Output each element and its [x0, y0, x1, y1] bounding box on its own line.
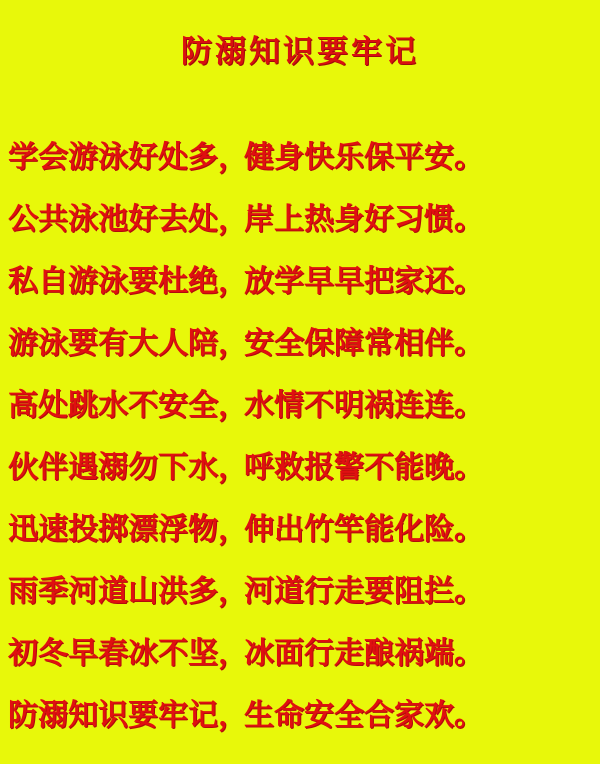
- verse-clause-second: 生命安全合家欢: [244, 698, 454, 733]
- verse-line: [8, 499, 592, 561]
- verse-clause-first: 游泳要有大人陪: [8, 326, 218, 361]
- verse-line: [8, 313, 592, 375]
- comma-mark: ，: [218, 140, 248, 175]
- period-mark: 。: [454, 574, 484, 609]
- verse-clause-first: 雨季河道山洪多: [8, 574, 218, 609]
- verse-line: [8, 561, 592, 623]
- verse-clause-second: 冰面行走酿祸端: [244, 636, 454, 671]
- verse-clause-second: 伸出竹竿能化险: [244, 512, 454, 547]
- verse-line: [8, 375, 592, 437]
- verse-clause-first: 迅速投掷漂浮物: [8, 512, 218, 547]
- comma-mark: ，: [218, 202, 248, 237]
- verse-line: [8, 437, 592, 499]
- verse-line: [8, 623, 592, 685]
- comma-mark: ，: [218, 698, 248, 733]
- comma-mark: ，: [218, 450, 248, 485]
- verse-clause-second: 安全保障常相伴: [244, 326, 454, 361]
- verse-line: [8, 189, 592, 251]
- verse-clause-first: 初冬早春冰不坚: [8, 636, 218, 671]
- verse-line: [8, 685, 592, 747]
- comma-mark: ，: [218, 512, 248, 547]
- page-title: 防溺知识要牢记: [181, 34, 419, 70]
- period-mark: 。: [454, 698, 484, 733]
- period-mark: 。: [454, 450, 484, 485]
- verse-clause-first: 公共泳池好去处: [8, 202, 218, 237]
- comma-mark: ，: [218, 388, 248, 423]
- verse-clause-second: 河道行走要阻拦: [244, 574, 454, 609]
- verse-clause-first: 伙伴遇溺勿下水: [8, 450, 218, 485]
- period-mark: 。: [454, 326, 484, 361]
- period-mark: 。: [454, 636, 484, 671]
- verse-clause-second: 放学早早把家还: [244, 264, 454, 299]
- verse-line: [8, 127, 592, 189]
- verse-clause-first: 学会游泳好处多: [8, 140, 218, 175]
- verse-clause-second: 岸上热身好习惯: [244, 202, 454, 237]
- verse-clause-first: 高处跳水不安全: [8, 388, 218, 423]
- verse-line: [8, 251, 592, 313]
- verse-clause-second: 健身快乐保平安: [244, 140, 454, 175]
- verse-clause-second: 水情不明祸连连: [244, 388, 454, 423]
- period-mark: 。: [454, 264, 484, 299]
- comma-mark: ，: [218, 636, 248, 671]
- verse-clause-second: 呼救报警不能晚: [244, 450, 454, 485]
- comma-mark: ，: [218, 574, 248, 609]
- period-mark: 。: [454, 140, 484, 175]
- period-mark: 。: [454, 512, 484, 547]
- comma-mark: ，: [218, 264, 248, 299]
- verse-list: [0, 127, 600, 747]
- verse-clause-first: 防溺知识要牢记: [8, 698, 218, 733]
- period-mark: 。: [454, 388, 484, 423]
- comma-mark: ，: [218, 326, 248, 361]
- period-mark: 。: [454, 202, 484, 237]
- verse-clause-first: 私自游泳要杜绝: [8, 264, 218, 299]
